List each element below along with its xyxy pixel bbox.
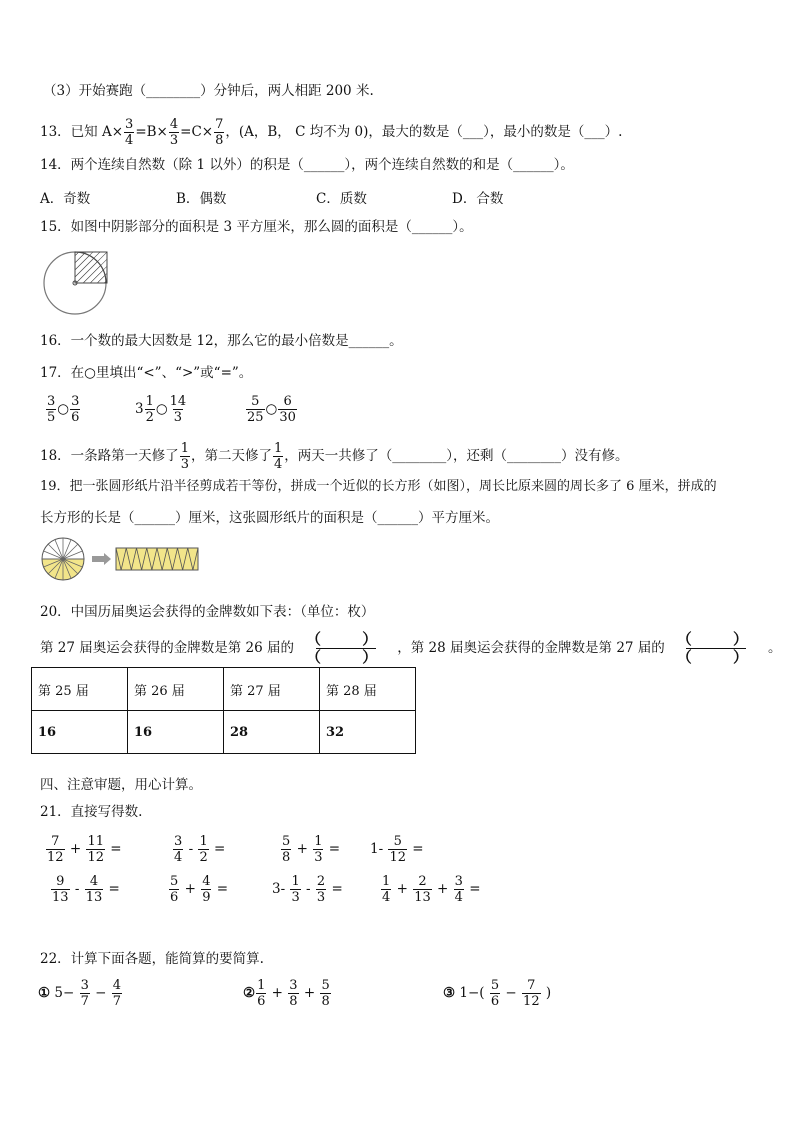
q14-option-b[interactable]: B．偶数 <box>176 191 227 207</box>
q14: 14．两个连续自然数（除 1 以外）的积是（______），两个连续自然数的和是（______）。 <box>40 157 574 173</box>
fraction: $\frac{11}{12}$ <box>87 834 104 865</box>
q19-line2: 长方形的长是（______）厘米，这张圆形纸片的面积是（______）平方厘米。 <box>40 510 499 526</box>
section-heading: 四、注意审题，用心计算。 <box>40 777 202 793</box>
fraction: $\frac{7}{12}$ <box>523 978 540 1009</box>
fraction: $\frac{7}{8}$ <box>215 117 224 148</box>
q17-item-a: $\frac{3}{5}$ ○ $\frac{3}{6}$ <box>47 394 80 425</box>
table-header: 第 26 届 <box>128 668 224 711</box>
table-header: 第 25 届 <box>32 668 128 711</box>
table-header: 第 27 届 <box>224 668 320 711</box>
fraction: $\frac{4}{7}$ <box>112 978 122 1009</box>
q14-option-d[interactable]: D．合数 <box>452 191 504 207</box>
fraction: $\frac{5}{8}$ <box>282 834 291 865</box>
fraction: $\frac{3}{4}$ <box>125 117 134 148</box>
q18: 18．一条路第一天修了 $\frac{1}{3}$ ，第二天修了 $\frac{1}{4}$ ，两天一共修了（________），还剩（________）没有修。 <box>40 441 629 472</box>
table-cell: 28 <box>224 711 320 754</box>
q16: 16．一个数的最大因数是 12，那么它的最小倍数是______。 <box>40 333 403 349</box>
fraction: $\frac{1}{6}$ <box>257 978 266 1009</box>
q15: 15．如图中阴影部分的面积是 3 平方厘米，那么圆的面积是（______）。 <box>40 219 473 235</box>
q20: 20．中国历届奥运会获得的金牌数如下表：（单位：枚） <box>40 604 375 620</box>
q21-r2c: 3- $\frac{1}{3}$ - $\frac{2}{3}$ = <box>272 874 343 905</box>
q20-line2: 第 27 届奥运会获得的金牌数是第 26 届的 （ ） （ ） ，第 28 届奥运会获得的金牌数是第 27 届的 （ ） （ ） 。 <box>40 630 782 666</box>
table-header: 第 28 届 <box>320 668 416 711</box>
blank-fraction[interactable]: （ ） （ ） <box>306 630 396 666</box>
q17-item-b: 3 $\frac{1}{2}$ ○ $\frac{14}{3}$ <box>135 394 187 425</box>
table-cell: 16 <box>32 711 128 754</box>
table-row <box>32 668 416 711</box>
q21-r1d: 1- $\frac{5}{12}$ = <box>370 834 424 865</box>
table-cell: 16 <box>128 711 224 754</box>
fraction: $\frac{5}{6}$ <box>170 874 179 905</box>
fraction: $\frac{1}{2}$ <box>199 834 208 865</box>
fraction: $\frac{9}{13}$ <box>52 874 69 905</box>
q21: 21．直接写得数. <box>40 804 143 820</box>
fraction: $\frac{4}{13}$ <box>85 874 103 905</box>
fraction: $\frac{4}{3}$ <box>169 117 179 148</box>
fraction: $\frac{3}{8}$ <box>289 978 298 1009</box>
q21-r1b: $\frac{3}{4}$ - $\frac{1}{2}$ = <box>174 834 226 865</box>
q14-option-a[interactable]: A．奇数 <box>40 191 91 207</box>
fraction: $\frac{4}{9}$ <box>202 874 211 905</box>
fraction: $\frac{1}{4}$ <box>382 874 391 905</box>
q22-item-2: ② $\frac{1}{6}$ + $\frac{3}{8}$ + $\frac{5}{8}$ <box>243 978 330 1009</box>
q22-item-3: ③ 1−( $\frac{5}{6}$ − $\frac{7}{12}$ ) <box>443 978 552 1009</box>
q17-item-c: $\frac{5}{25}$ ○ $\frac{6}{30}$ <box>247 394 296 425</box>
q22-item-1: ① 5− $\frac{3}{7}$ − $\frac{4}{7}$ <box>38 978 122 1009</box>
blank-fraction[interactable]: （ ） （ ） <box>676 630 767 666</box>
table-row <box>32 711 416 754</box>
q17: 17．在○里填出“<”、“>”或“=”。 <box>40 365 253 381</box>
fraction: $\frac{2}{3}$ <box>316 874 326 905</box>
fraction: $\frac{5}{8}$ <box>321 978 330 1009</box>
fraction: $\frac{5}{6}$ <box>490 978 500 1009</box>
fraction: $\frac{3}{4}$ <box>454 874 463 905</box>
fraction: $\frac{5}{12}$ <box>389 834 406 865</box>
fraction: $\frac{2}{13}$ <box>414 874 431 905</box>
fraction: $\frac{7}{12}$ <box>47 834 64 865</box>
q21-r1a: $\frac{7}{12}$ + $\frac{11}{12}$ = <box>47 834 122 865</box>
fraction: $\frac{1}{3}$ <box>291 874 300 905</box>
q21-r1c: $\frac{5}{8}$ + $\frac{1}{3}$ = <box>282 834 341 865</box>
q22: 22．计算下面各题，能简算的要简算. <box>40 951 264 967</box>
q19-line1: 19．把一张圆形纸片沿半径剪成若干等份，拼成一个近似的长方形（如图），周长比原来圆的周长多了 6 厘米，拼成的 <box>40 479 717 494</box>
fraction: $\frac{3}{7}$ <box>80 978 89 1009</box>
gold-medal-table <box>31 667 416 754</box>
q12-part3: （3）开始赛跑（________）分钟后，两人相距 200 米. <box>43 83 374 99</box>
q21-r2d: $\frac{1}{4}$ + $\frac{2}{13}$ + $\frac{3}{4}$ = <box>382 874 481 905</box>
fraction: $\frac{3}{4}$ <box>174 834 183 865</box>
circle-shaded-figure <box>40 248 114 316</box>
circle-to-rectangle-figure <box>38 535 203 585</box>
q14-option-c[interactable]: C．质数 <box>316 191 367 207</box>
q21-r2a: $\frac{9}{13}$ - $\frac{4}{13}$ = <box>52 874 120 905</box>
fraction: $\frac{1}{3}$ <box>314 834 323 865</box>
q13: 13．已知 A× $\frac{3}{4}$ =B× $\frac{4}{3}$ =C× $\frac{7}{8}$ ，(A，B， C 均不为 0)，最大的数是（___），最小的数是（___）. <box>40 117 623 148</box>
table-cell: 32 <box>320 711 416 754</box>
q21-r2b: $\frac{5}{6}$ + $\frac{4}{9}$ = <box>170 874 229 905</box>
